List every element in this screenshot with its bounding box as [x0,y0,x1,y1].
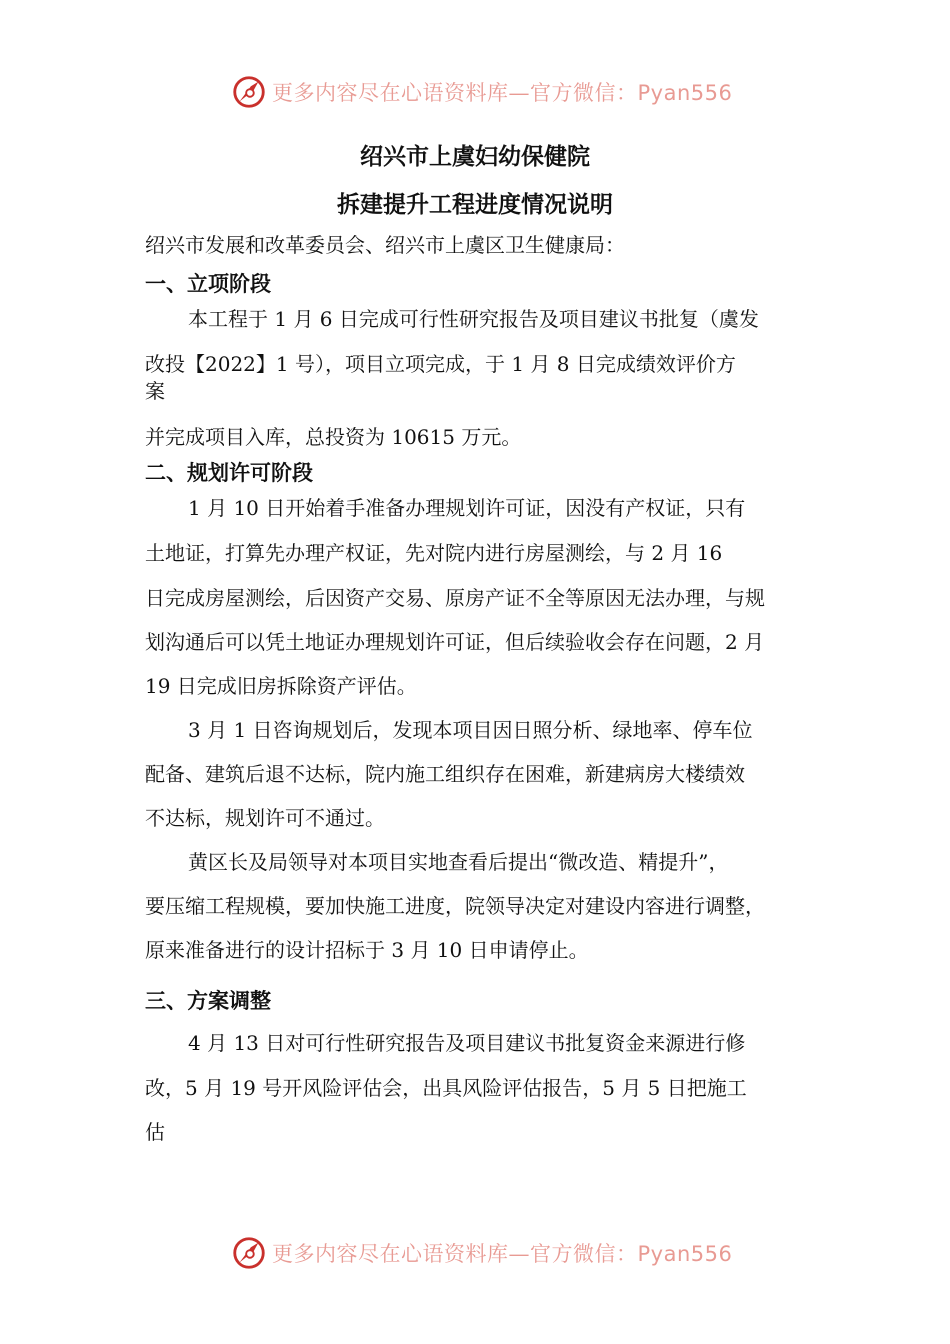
paragraph-line: 配备、建筑后退不达标，院内施工组织存在困难，新建病房大楼绩效 [145,762,745,786]
paragraph-line: 划沟通后可以凭土地证办理规划许可证，但后续验收会存在问题，2 月 [145,630,765,654]
paragraph-line: 日完成房屋测绘，后因资产交易、原房产证不全等原因无法办理，与规 [145,586,765,610]
addressee: 绍兴市发展和改革委员会、绍兴市上虞区卫生健康局： [145,233,625,257]
brand-logo-icon [230,73,268,111]
paragraph-line: 改，5 月 19 号开风险评估会，出具风险评估报告，5 月 5 日把施工 [145,1076,747,1100]
paragraph-line: 3 月 1 日咨询规划后，发现本项目因日照分析、绿地率、停车位 [188,718,753,742]
paragraph-line: 要压缩工程规模，要加快施工进度，院领导决定对建设内容进行调整， [145,894,765,918]
paragraph-line: 并完成项目入库，总投资为 10615 万元。 [145,425,522,449]
paragraph-line: 案 [145,379,165,403]
paragraph-line: 土地证，打算先办理产权证，先对院内进行房屋测绘，与 2 月 16 [145,541,723,565]
paragraph-line: 估 [145,1120,165,1144]
paragraph-line: 黄区长及局领导对本项目实地查看后提出“微改造、精提升”， [188,850,729,874]
watermark-banner-bottom [230,1233,733,1273]
paragraph-line: 4 月 13 日对可行性研究报告及项目建议书批复资金来源进行修 [188,1031,746,1055]
brand-logo-icon [230,1234,268,1272]
watermark-banner-top [230,72,733,112]
watermark-text: 更多内容尽在心语资料库—官方微信：Pyan556 [272,81,733,105]
paragraph-line: 本工程于 1 月 6 日完成可行性研究报告及项目建议书批复（虞发 [188,307,759,331]
paragraph-line: 改投【2022】1 号），项目立项完成，于 1 月 8 日完成绩效评价方 [145,352,736,376]
paragraph-line: 不达标，规划许可不通过。 [145,806,385,830]
document-title-line1: 绍兴市上虞妇幼保健院 [360,144,590,170]
paragraph-line: 19 日完成旧房拆除资产评估。 [145,674,417,698]
document-title-line2: 拆建提升工程进度情况说明 [337,192,613,218]
paragraph-line: 1 月 10 日开始着手准备办理规划许可证，因没有产权证，只有 [188,496,746,520]
section-heading-3: 三、方案调整 [145,989,271,1013]
paragraph-line: 原来准备进行的设计招标于 3 月 10 日申请停止。 [145,938,589,962]
watermark-text: 更多内容尽在心语资料库—官方微信：Pyan556 [272,1242,733,1266]
section-heading-1: 一、立项阶段 [145,272,271,296]
section-heading-2: 二、规划许可阶段 [145,461,313,485]
